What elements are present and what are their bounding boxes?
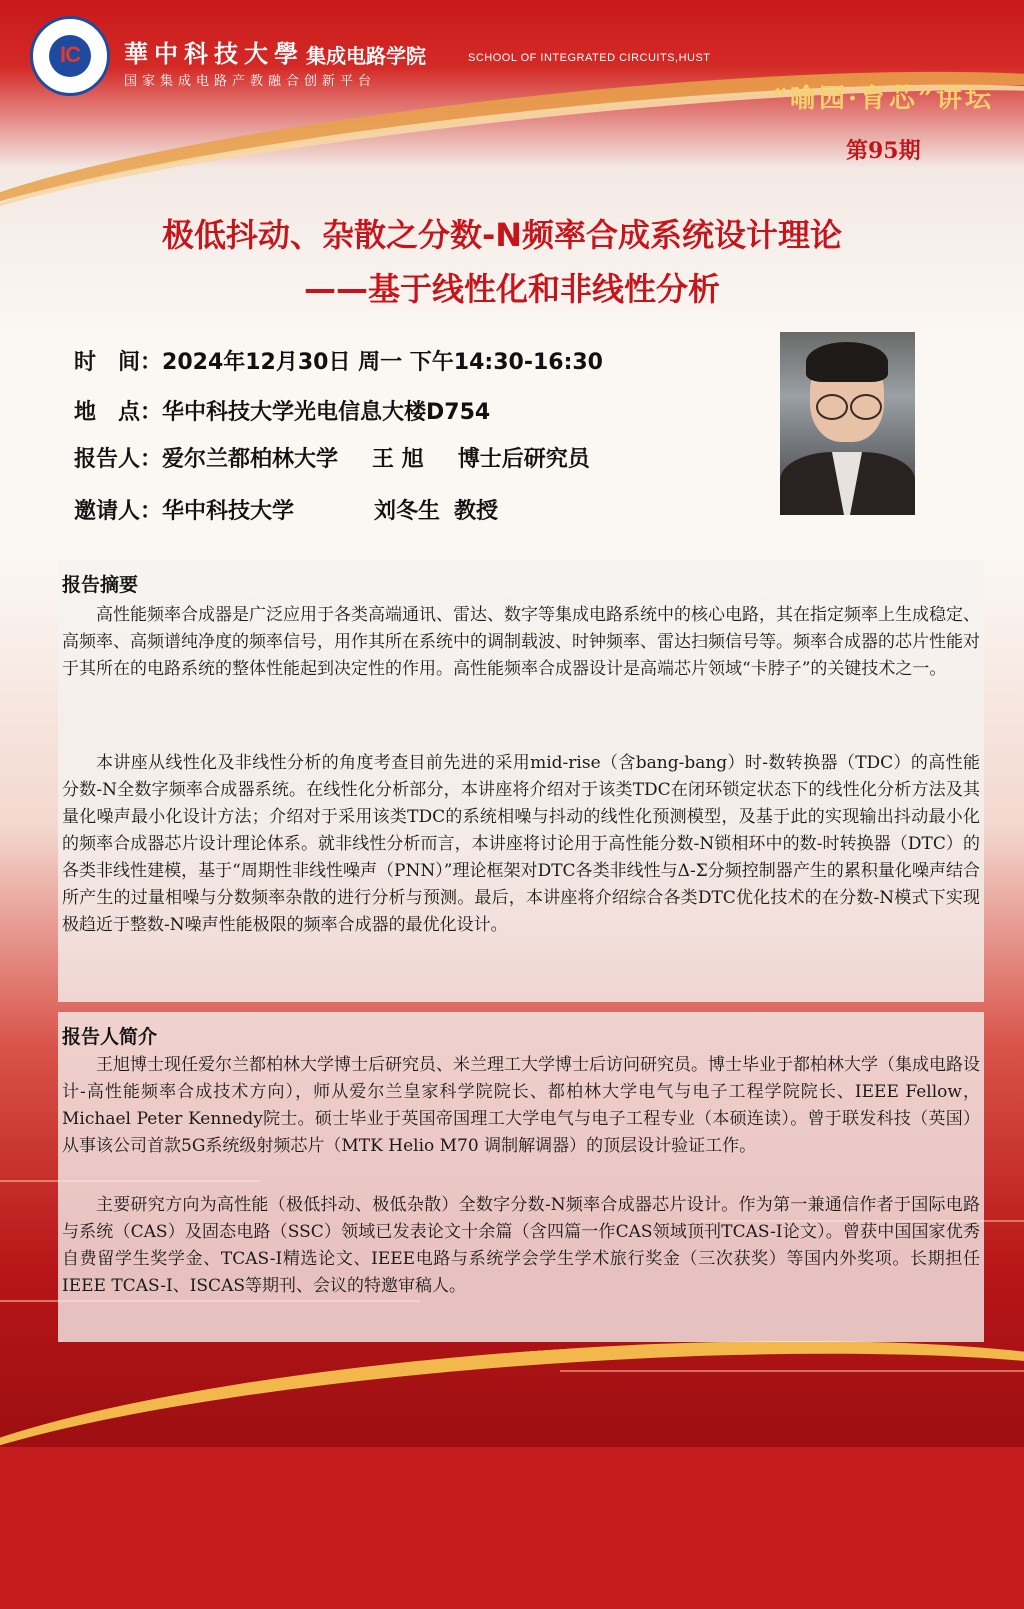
speaker-title: 博士后研究员 xyxy=(457,447,590,472)
issue-number: 第95期 xyxy=(846,138,921,164)
time-label: 时 间： xyxy=(74,350,163,375)
abstract-paragraph: 本讲座从线性化及非线性分析的角度考查目前先进的采用mid-rise（含bang-bang）时-数转换器（TDC）的高性能分数-N全数字频率合成器系统。在线性化分析部分，本讲座将介绍对于该类TDC在闭环锁定状态下的线性化分析方法及其量化噪声最小化设计方法；介绍对于采用该类TDC的系统相噪与抖动的线性化预测模型，及基于此的实现输出抖动最小化的频率合成器芯片设计理论体系。就非线性分析而言，本讲座将讨论用于高性能分数-N锁相环中的数-时转换器（DTC）的各类非线性建模，基于“周期性非线性噪声（PNN）”理论框架对DTC各类非线性与Δ-Σ分频控制器产生的累积量化噪声结合所产生的过量相噪与分数频率杂散的进行分析与预测。最后，本讲座将介绍综合各类DTC优化技术的在分数-N模式下实现极趋近于整数-N噪声性能极限的频率合成器的最优化设计。 xyxy=(62,753,980,935)
host-row xyxy=(74,494,498,525)
time-row xyxy=(74,345,603,376)
speaker-row xyxy=(74,442,590,473)
host-label: 邀请人： xyxy=(74,499,163,524)
abstract-section xyxy=(58,560,984,1002)
speaker-name: 王 旭 xyxy=(372,447,424,472)
bio-section xyxy=(58,1012,984,1342)
lecture-subtitle: ——基于线性化和非线性分析 xyxy=(303,270,720,308)
photo-hair xyxy=(806,342,888,382)
place-value: 华中科技大学光电信息大楼D754 xyxy=(162,400,491,425)
university-name: 華中科技大學 xyxy=(124,39,304,68)
host-org: 华中科技大学 xyxy=(162,499,295,524)
place-label: 地 点： xyxy=(74,400,163,425)
school-name-english: SCHOOL OF INTEGRATED CIRCUITS,HUST xyxy=(468,52,711,64)
time-value: 2024年12月30日 周一 下午14:30-16:30 xyxy=(162,350,603,375)
host-name: 刘冬生 xyxy=(374,499,441,524)
photo-glasses xyxy=(816,394,848,420)
bio-paragraph: 主要研究方向为高性能（极低抖动、极低杂散）全数字分数-N频率合成器芯片设计。作为第一兼通信作者于国际电路与系统（CAS）及固态电路（SSC）领域已发表论文十余篇（含四篇一作CAS领域顶刊TCAS-I论文）。曾获中国国家优秀自费留学生奖学金、TCAS-I精选论文、IEEE电路与系统学会学生学术旅行奖金（三次获奖）等国内外奖项。长期担任IEEE TCAS-I、ISCAS等期刊、会议的特邀审稿人。 xyxy=(62,1195,980,1296)
logo-mark: IC xyxy=(60,42,80,67)
place-row xyxy=(74,395,490,426)
speaker-photo xyxy=(780,332,915,515)
abstract-paragraph: 高性能频率合成器是广泛应用于各类高端通讯、雷达、数字等集成电路系统中的核心电路，其在指定频率上生成稳定、高频率、高频谱纯净度的频率信号，用作其所在系统中的调制载波、时钟频率、雷达扫频信号等。频率合成器的芯片性能对于其所在的电路系统的整体性能起到决定性的作用。高性能频率合成器设计是高端芯片领域“卡脖子”的关键技术之一。 xyxy=(62,605,980,679)
university-logo xyxy=(30,16,110,96)
speaker-label: 报告人： xyxy=(74,447,163,472)
lecture-title: 极低抖动、杂散之分数-N频率合成系统设计理论 xyxy=(161,216,843,254)
school-name: 集成电路学院 xyxy=(306,44,426,68)
forum-name: “喻园·育芯”讲坛 xyxy=(772,84,994,114)
abstract-heading: 报告摘要 xyxy=(62,574,139,596)
host-title: 教授 xyxy=(454,499,499,524)
speaker-org: 爱尔兰都柏林大学 xyxy=(162,447,339,472)
bio-heading: 报告人简介 xyxy=(62,1026,158,1048)
platform-name: 国家集成电路产教融合创新平台 xyxy=(124,74,377,89)
photo-glasses xyxy=(850,394,882,420)
bio-paragraph: 王旭博士现任爱尔兰都柏林大学博士后研究员、米兰理工大学博士后访问研究员。博士毕业于都柏林大学（集成电路设计-高性能频率合成技术方向），师从爱尔兰皇家科学院院长、都柏林大学电气与电子工程学院院长、IEEE Fellow，Michael Peter Kennedy院士。硕士毕业于英国帝国理工大学电气与电子工程专业（本硕连读）。曾于联发科技（英国）从事该公司首款5G系统级射频芯片（MTK Helio M70 调制解调器）的顶层设计验证工作。 xyxy=(62,1055,980,1156)
